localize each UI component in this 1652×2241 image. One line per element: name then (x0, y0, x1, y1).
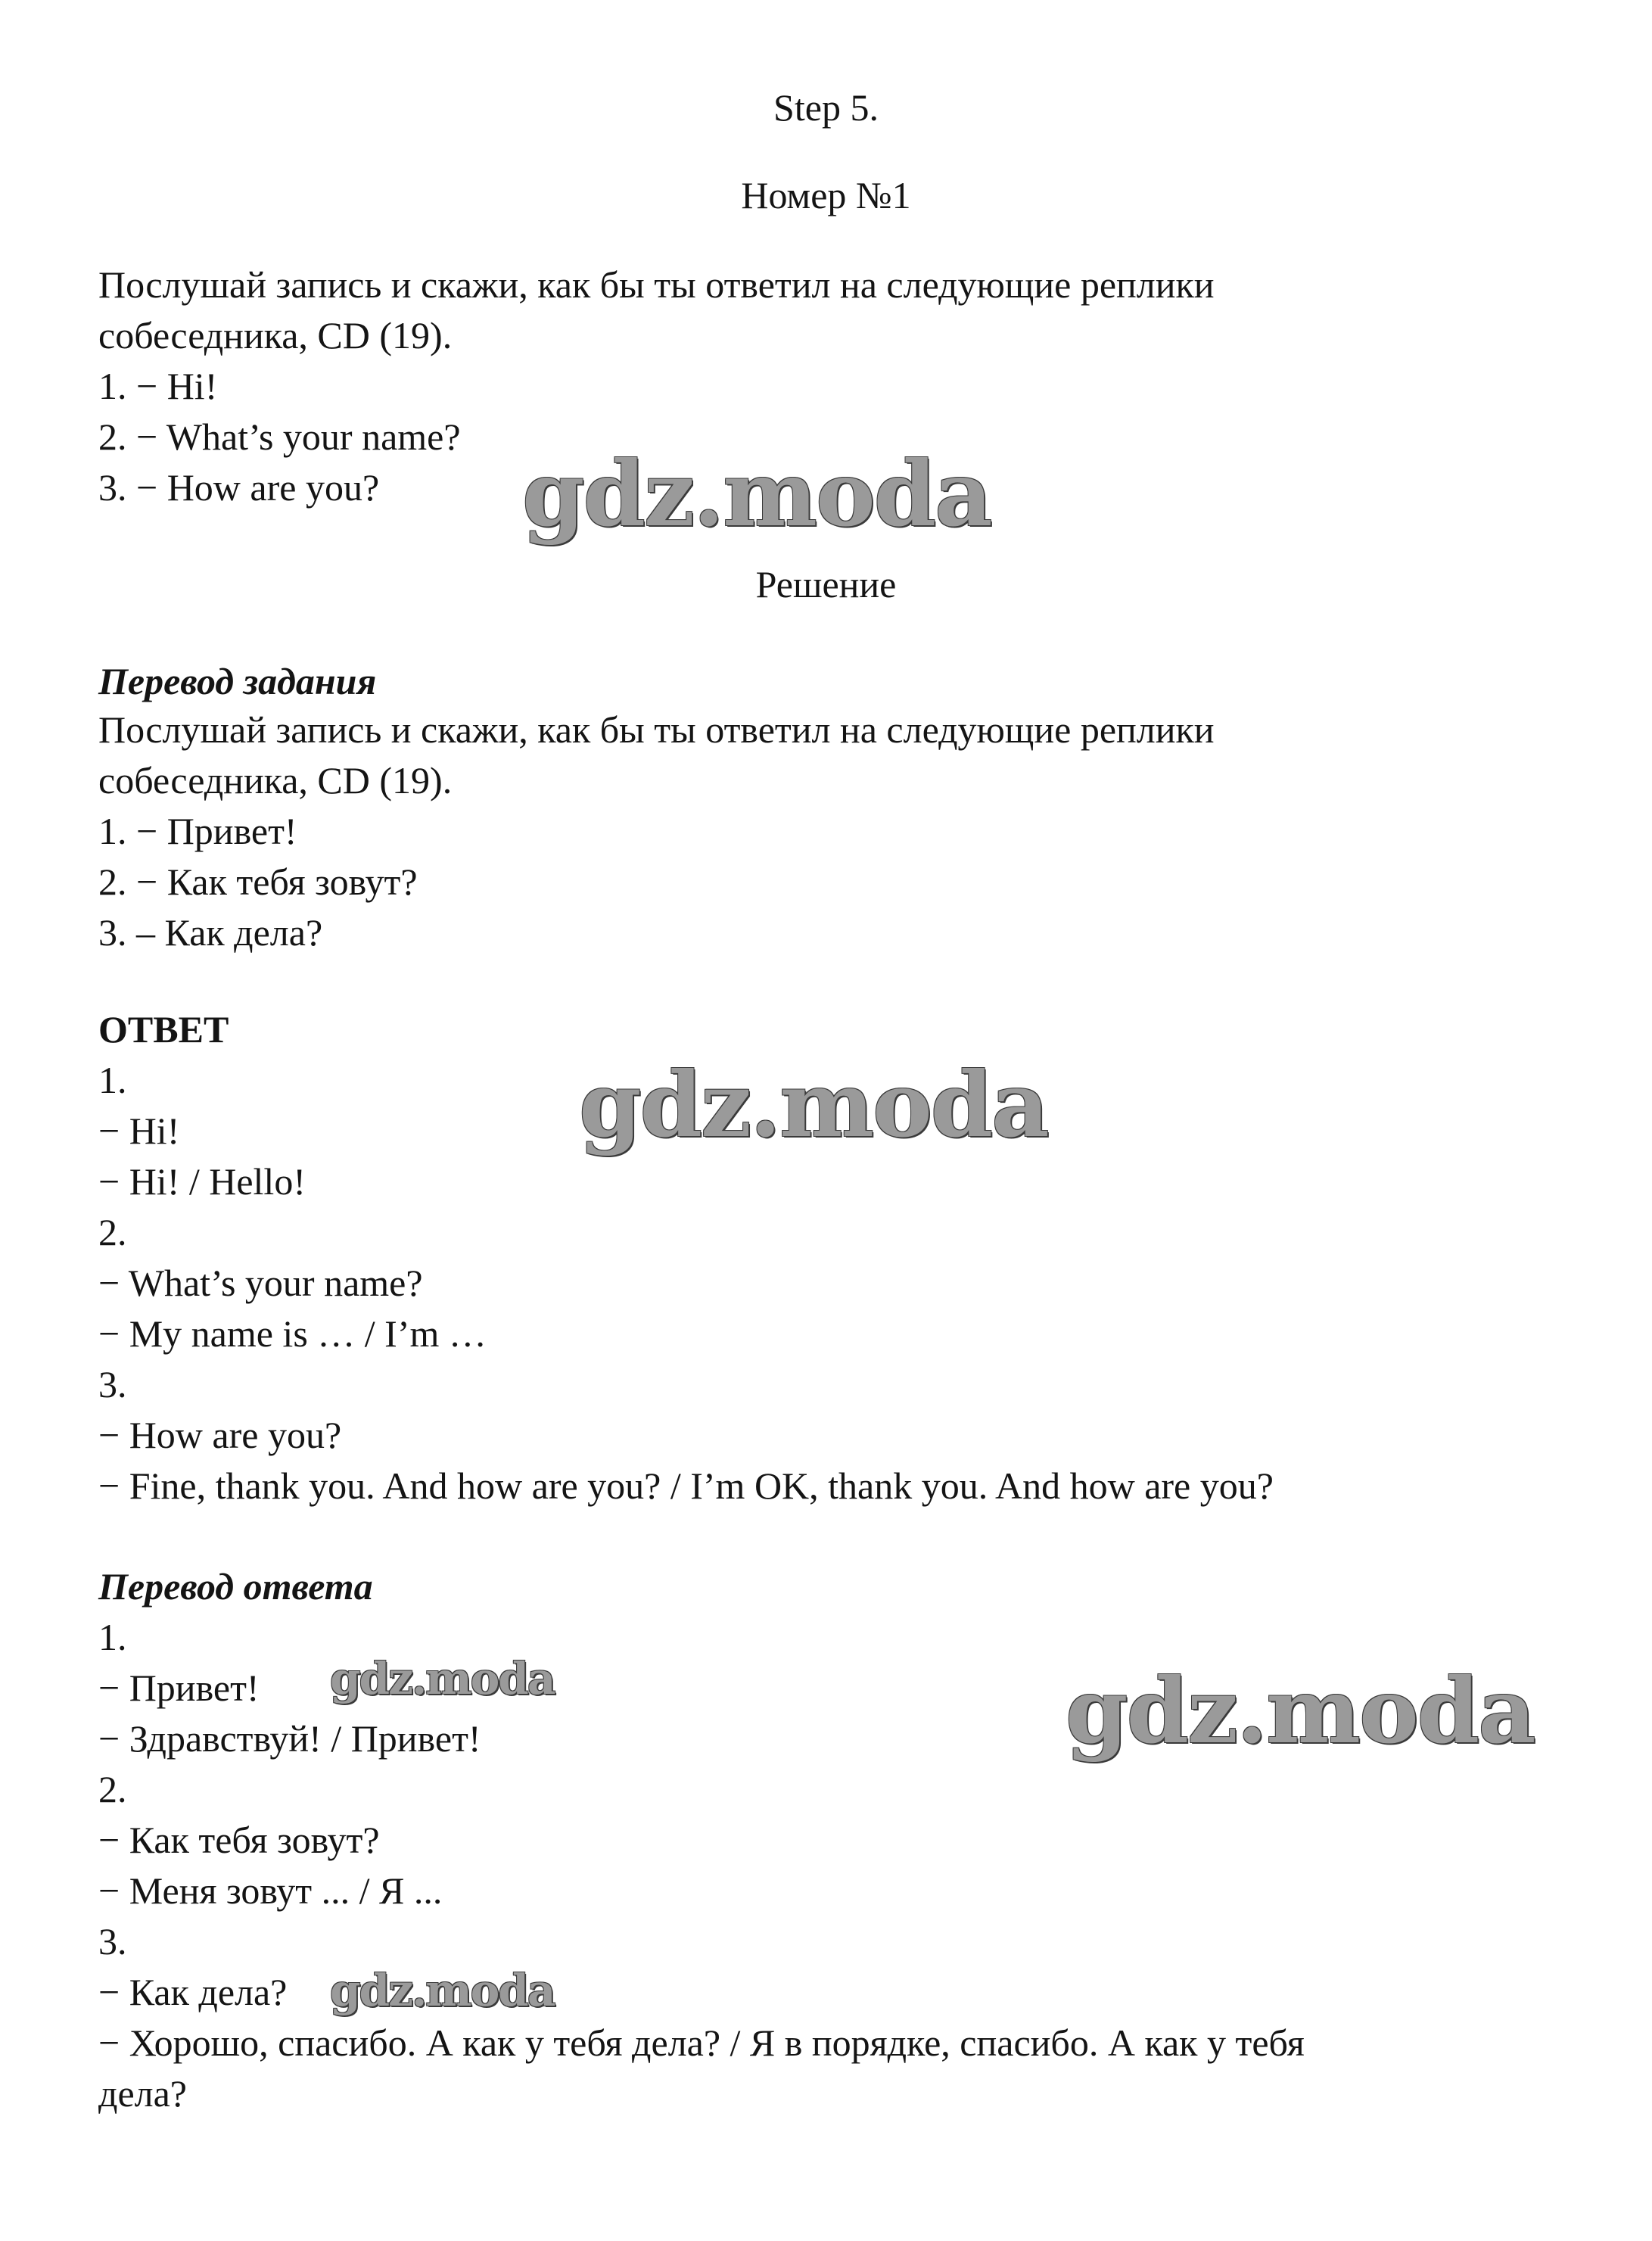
task-item-2: 2. − What’s your name? (98, 416, 461, 458)
watermark-logo: gdz.moda (330, 1965, 555, 2016)
translation-answer-line: − Как дела? (98, 1971, 288, 2013)
answer-line: 3. (98, 1363, 127, 1405)
translation-answer-line: 2. (98, 1768, 127, 1810)
translation-task-line-1: Послушай запись и скажи, как бы ты ответил на следующие реплики (98, 708, 1215, 751)
translation-task-item-3: 3. – Как дела? (98, 911, 323, 954)
watermark-logo: gdz.moda (579, 1052, 1048, 1157)
translation-task-heading: Перевод задания (98, 660, 377, 702)
answer-line: 2. (98, 1211, 127, 1253)
translation-answer-line: − Здравствуй! / Привет! (98, 1717, 481, 1760)
task-text-line-1: Послушай запись и скажи, как бы ты ответил на следующие реплики (98, 263, 1215, 306)
translation-task-item-2: 2. − Как тебя зовут? (98, 861, 418, 903)
translation-answer-line: − Хорошо, спасибо. А как у тебя дела? / Я в порядке, спасибо. А как у тебя (98, 2022, 1305, 2064)
translation-answer-line: 3. (98, 1920, 127, 1962)
solution-label: Решение (755, 563, 897, 605)
watermark-logo: gdz.moda (522, 441, 991, 546)
translation-answer-line: − Привет! (98, 1667, 260, 1709)
answer-line: − How are you? (98, 1414, 342, 1456)
answer-line: − Fine, thank you. And how are you? / I’m OK, thank you. And how are you? (98, 1464, 1274, 1507)
exercise-number: Номер №1 (741, 174, 911, 216)
translation-task-line-2: собеседника, CD (19). (98, 759, 453, 801)
answer-line: − Hi! / Hello! (98, 1160, 306, 1203)
answer-line: 1. (98, 1059, 127, 1101)
translation-task-item-1: 1. − Привет! (98, 810, 297, 852)
task-item-3: 3. − How are you? (98, 466, 380, 509)
answer-line: − What’s your name? (98, 1262, 423, 1304)
watermark-logo: gdz.moda (1066, 1658, 1535, 1763)
answer-line: − Hi! (98, 1110, 180, 1152)
task-text-line-2: собеседника, CD (19). (98, 314, 453, 356)
translation-answer-line: дела? (98, 2072, 187, 2115)
task-item-1: 1. − Hi! (98, 365, 218, 407)
answer-heading: ОТВЕТ (98, 1008, 229, 1050)
translation-answer-line: − Меня зовут ... / Я ... (98, 1869, 443, 1912)
watermark-logo: gdz.moda (330, 1653, 555, 1704)
translation-answer-line: 1. (98, 1616, 127, 1658)
translation-answer-heading: Перевод ответа (98, 1565, 373, 1608)
translation-answer-line: − Как тебя зовут? (98, 1819, 380, 1861)
step-title: Step 5. (773, 86, 879, 129)
answer-line: − My name is … / I’m … (98, 1312, 487, 1355)
